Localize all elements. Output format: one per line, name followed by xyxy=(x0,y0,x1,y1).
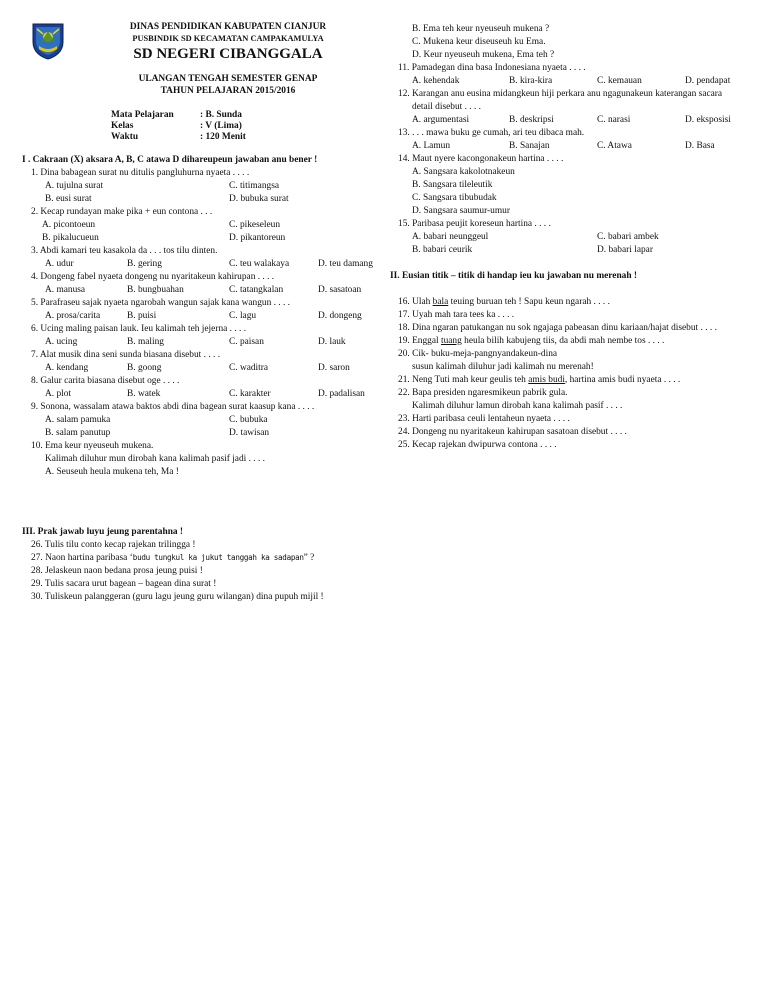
option-13b: B. Sanajan xyxy=(509,141,550,151)
question-12-line2: detail disebut . . . . xyxy=(412,102,481,112)
question-7: 7. Alat musik dina seni sunda biasana disebut . . . . xyxy=(31,350,221,360)
section-3-title: III. Prak jawab luyu jeung parentahna ! xyxy=(22,527,184,537)
question-27-pre: 27. Naon hartina paribasa ‘ xyxy=(31,553,133,563)
option-6c: C. paisan xyxy=(229,337,264,347)
question-23: 23. Harti paribasa ceuli lentaheun nyaeta . . . . xyxy=(398,414,570,424)
option-8c: C. karakter xyxy=(229,389,271,399)
regency-logo xyxy=(31,22,65,60)
option-12d: D. eksposisi xyxy=(685,115,731,125)
option-14d: D. Sangsara saumur-umur xyxy=(412,206,510,216)
header-agency: DINAS PENDIDIKAN KABUPATEN CIANJUR xyxy=(129,22,327,32)
question-27 xyxy=(31,552,314,564)
option-6a: A. ucing xyxy=(45,337,78,347)
question-24: 24. Dongeng nu nyaritakeun kahirupan sasatoan disebut . . . . xyxy=(398,427,627,437)
option-9b: B. salam panutup xyxy=(45,428,111,438)
option-2c: C. pikeseleun xyxy=(229,220,281,230)
question-10-line2: Kalimah diluhur mun dirobah kana kalimah pasif jadi . . . . xyxy=(45,454,266,464)
school-name: SD NEGERI CIBANGGALA xyxy=(133,46,323,62)
option-13c: C. Atawa xyxy=(597,141,632,151)
option-1a: A. tujulna surat xyxy=(45,181,104,191)
option-14c: C. Sangsara tibubudak xyxy=(412,193,497,203)
option-6b: B. maling xyxy=(127,337,164,347)
header-division: PUSBINDIK SD KECAMATAN CAMPAKAMULYA xyxy=(132,34,324,43)
question-5: 5. Parafraseu sajak nyaeta ngarobah wangun sajak kana wangun . . . . xyxy=(31,298,291,308)
option-9a: A. salam pamuka xyxy=(45,415,111,425)
question-19-pre: 19. Enggal xyxy=(398,336,441,346)
option-2d: D. pikantoreun xyxy=(229,233,286,243)
option-11d: D. pendapat xyxy=(685,76,731,86)
question-4: 4. Dongeng fabel nyaeta dongeng nu nyaritakeun kahirupan . . . . xyxy=(31,272,275,282)
question-11: 11. Pamadegan dina basa Indonesiana nyaeta . . . . xyxy=(398,63,586,73)
option-15b: B. babari ceurik xyxy=(412,245,473,255)
class-value: : V (Lima) xyxy=(200,121,242,131)
time-value: : 120 Menit xyxy=(200,132,246,142)
question-16-post: teuing buruan teh ! Sapu keun ngarah . . . . xyxy=(448,297,610,307)
question-22: 22. Bapa presiden ngaresmikeun pabrik gula. xyxy=(398,388,568,398)
option-15c: C. babari ambek xyxy=(597,232,659,242)
question-28: 28. Jelaskeun naon bedana prosa jeung puisi ! xyxy=(31,566,203,576)
option-2b: B. pikalucueun xyxy=(42,233,99,243)
question-13: 13. . . . mawa buku ge cumah, ari teu dibaca mah. xyxy=(398,128,585,138)
option-15a: A. babari neunggeul xyxy=(412,232,489,242)
option-7d: D. saron xyxy=(318,363,350,373)
option-4c: C. tatangkalan xyxy=(229,285,284,295)
option-12c: C. narasi xyxy=(597,115,631,125)
option-3a: A. udur xyxy=(45,259,74,269)
option-7c: C. waditra xyxy=(229,363,269,373)
option-9c: C. bubuka xyxy=(229,415,268,425)
question-19-post: heula bilih kabujeng tiis, da abdi mah nembe tos . . . . xyxy=(461,336,665,346)
option-3d: D. teu damang xyxy=(318,259,373,269)
option-15d: D. babari lapar xyxy=(597,245,653,255)
question-3: 3. Abdi kamari teu kasakola da . . . tos tilu dinten. xyxy=(31,246,218,256)
section-1-title: I . Cakraan (X) aksara A, B, C atawa D dihareupeun jawaban anu bener ! xyxy=(22,155,318,165)
option-10a: A. Seuseuh heula mukena teh, Ma ! xyxy=(45,467,179,477)
question-21-pre: 21. Neng Tuti mah keur geulis teh xyxy=(398,375,529,385)
question-14: 14. Maut nyere kacongonakeun hartina . . . . xyxy=(398,154,564,164)
option-11a: A. kehendak xyxy=(412,76,460,86)
question-30: 30. Tuliskeun palanggeran (guru lagu jeung guru wilangan) dina pupuh mijil ! xyxy=(31,592,324,602)
question-20: 20. Cik- buku-meja-pangnyandakeun-dina xyxy=(398,349,558,359)
question-19-underlined: tuang xyxy=(440,336,462,346)
question-19 xyxy=(398,335,664,347)
option-13a: A. Lamun xyxy=(412,141,451,151)
option-10b: B. Ema teh keur nyeuseuh mukena ? xyxy=(412,24,550,34)
option-6d: D. lauk xyxy=(318,337,346,347)
question-16-pre: 16. Ulah xyxy=(398,297,433,307)
question-20-line2: susun kalimah diluhur jadi kalimah nu merenah! xyxy=(412,362,594,372)
section-2-title: II. Eusian titik – titik di handap ieu ku jawaban nu merenah ! xyxy=(390,271,638,281)
question-26: 26. Tulis tilu conto kecap rajekan trilingga ! xyxy=(31,540,196,550)
exam-title: ULANGAN TENGAH SEMESTER GENAP xyxy=(138,74,318,84)
option-4a: A. manusa xyxy=(45,285,86,295)
option-8d: D. padalisan xyxy=(318,389,365,399)
option-4b: B. bungbuahan xyxy=(127,285,184,295)
question-27-post: ” ? xyxy=(303,553,315,563)
subject-value: : B. Sunda xyxy=(200,110,242,120)
option-14a: A. Sangsara kakolotnakeun xyxy=(412,167,515,177)
question-21-post: , hartina amis budi nyaeta . . . . xyxy=(564,375,681,385)
question-1: 1. Dina babagean surat nu ditulis pangluhurna nyaeta . . . . xyxy=(31,168,250,178)
option-8b: B. watek xyxy=(127,389,161,399)
question-16 xyxy=(398,296,610,308)
option-3c: C. teu walakaya xyxy=(229,259,290,269)
option-14b: B. Sangsara tileleutik xyxy=(412,180,493,190)
question-22-line2: Kalimah diluhur lamun dirobah kana kalimah pasif . . . . xyxy=(412,401,623,411)
question-21 xyxy=(398,374,680,386)
question-16-underlined: bala xyxy=(432,297,449,307)
option-12b: B. deskripsi xyxy=(509,115,554,125)
question-18: 18. Dina ngaran patukangan nu sok ngajaga pabeasan dinu kariaan/hajat disebut . . . . xyxy=(398,323,717,333)
question-2: 2. Kecap rundayan make pika + eun contona . . . xyxy=(31,207,213,217)
question-8: 8. Galur carita biasana disebut oge . . . . xyxy=(31,376,180,386)
option-12a: A. argumentasi xyxy=(412,115,470,125)
option-2a: A. picontoeun xyxy=(42,220,96,230)
question-29: 29. Tulis sacara urut bagean – bagean dina surat ! xyxy=(31,579,217,589)
class-label: Kelas xyxy=(111,121,134,131)
option-4d: D. sasatoan xyxy=(318,285,362,295)
question-17: 17. Uyah mah tara tees ka . . . . xyxy=(398,310,515,320)
question-15: 15. Paribasa peujit koreseun hartina . . . . xyxy=(398,219,551,229)
subject-label: Mata Pelajaran xyxy=(111,110,174,120)
option-7a: A. kendang xyxy=(45,363,89,373)
question-10: 10. Ema keur nyeuseuh mukena. xyxy=(31,441,154,451)
option-10c: C. Mukena keur diseuseuh ku Ema. xyxy=(412,37,546,47)
exam-year: TAHUN PELAJARAN 2015/2016 xyxy=(160,86,296,96)
option-1b: B. eusi surat xyxy=(45,194,92,204)
question-25: 25. Kecap rajekan dwipurwa contona . . . . xyxy=(398,440,557,450)
option-1d: D. bubuka surat xyxy=(229,194,289,204)
option-9d: D. tawisan xyxy=(229,428,270,438)
question-12: 12. Karangan anu eusina midangkeun hiji perkara anu ngagunakeun katerangan sacara xyxy=(398,89,723,99)
option-5a: A. prosa/carita xyxy=(45,311,101,321)
option-11b: B. kira-kira xyxy=(509,76,553,86)
option-5b: B. puisi xyxy=(127,311,157,321)
question-27-proverb: budu tungkul ka jukut tanggah ka sadapan xyxy=(132,553,304,562)
option-1c: C. titimangsa xyxy=(229,181,279,191)
question-6: 6. Ucing maling paisan lauk. Ieu kalimah teh jejerna . . . . xyxy=(31,324,247,334)
time-label: Waktu xyxy=(111,132,139,142)
option-11c: C. kemauan xyxy=(597,76,642,86)
question-21-underlined: amis budi xyxy=(528,375,565,385)
option-5d: D. dongeng xyxy=(318,311,362,321)
option-3b: B. gering xyxy=(127,259,162,269)
option-8a: A. plot xyxy=(45,389,72,399)
option-13d: D. Basa xyxy=(685,141,715,151)
question-9: 9. Sonona, wassalam atawa baktos abdi dina bagean surat kaasup kana . . . . xyxy=(31,402,315,412)
option-7b: B. goong xyxy=(127,363,162,373)
option-5c: C. lagu xyxy=(229,311,257,321)
option-10d: D. Keur nyeuseuh mukena, Ema teh ? xyxy=(412,50,555,60)
